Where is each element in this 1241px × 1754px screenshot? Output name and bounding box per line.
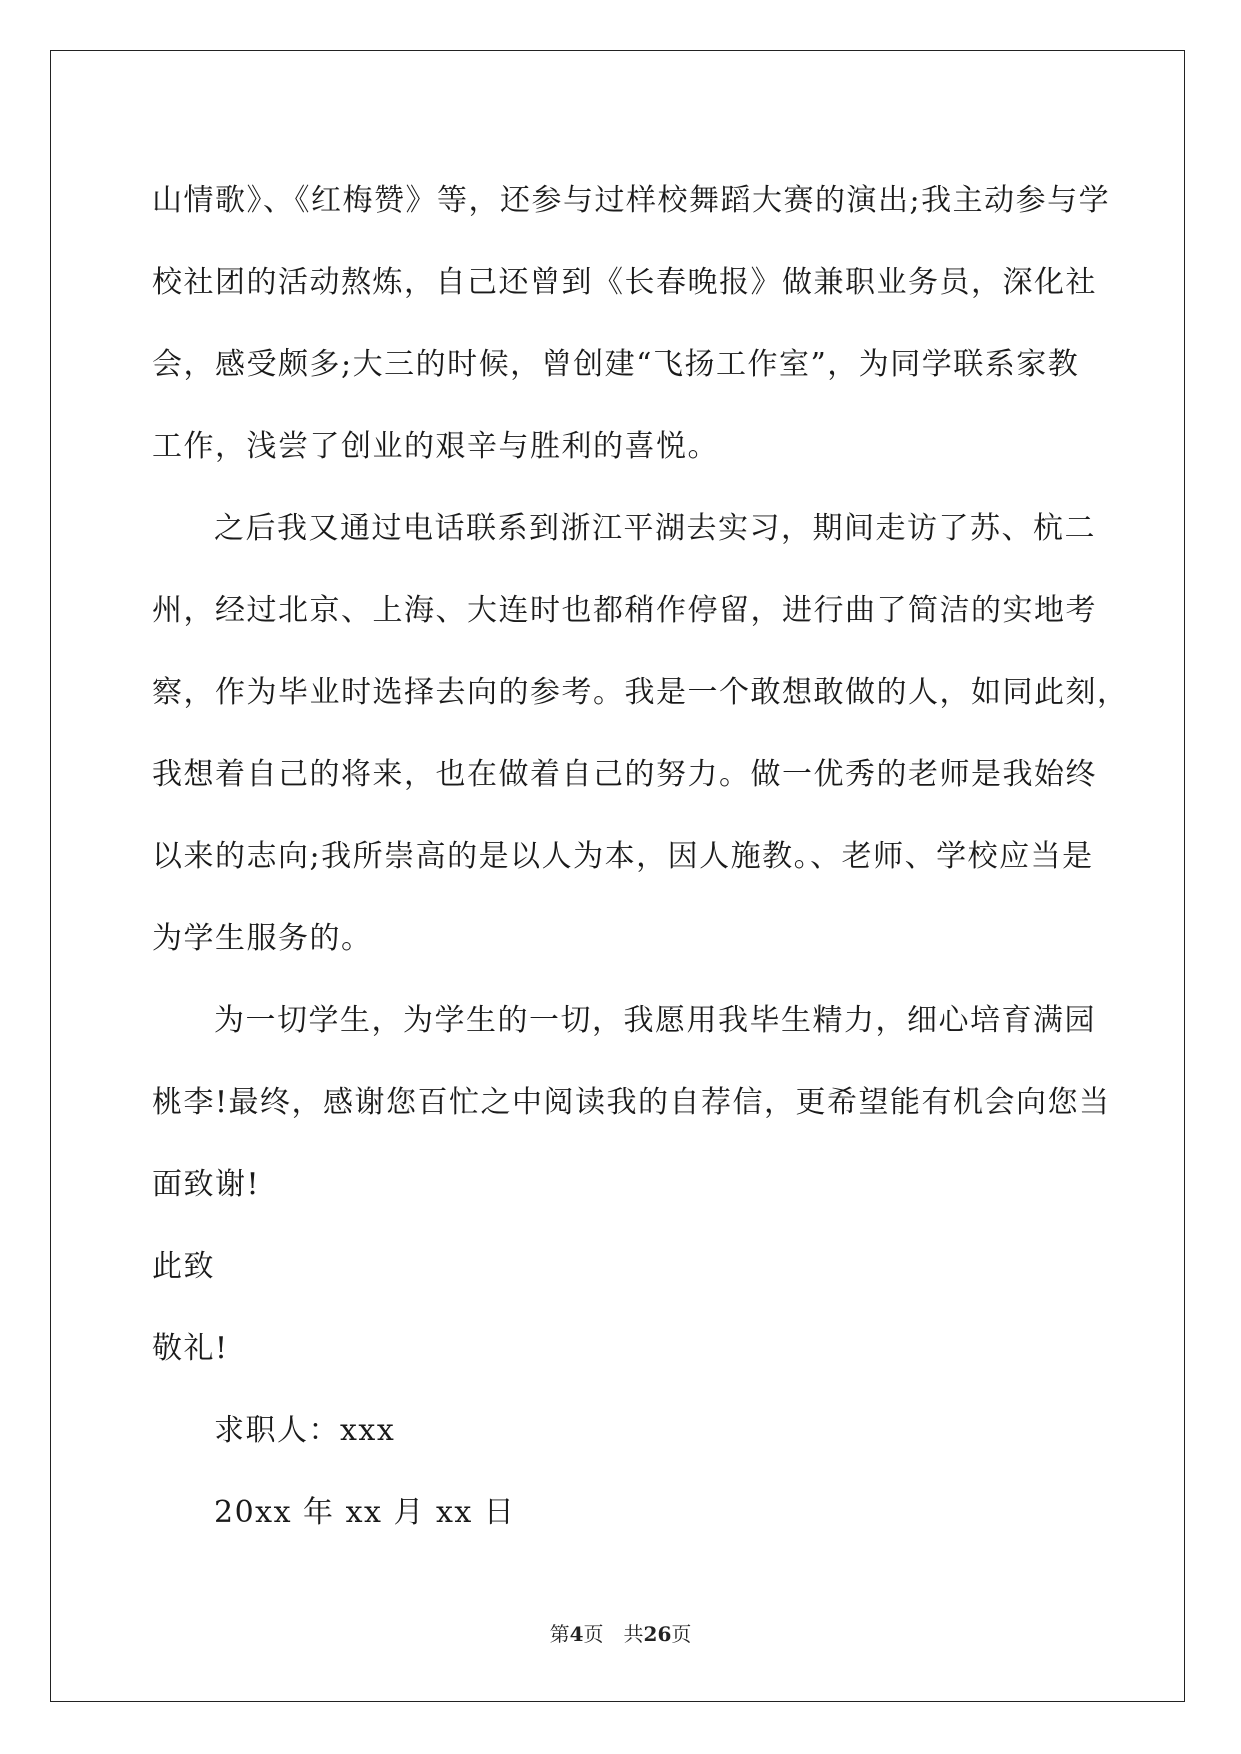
salutation-line: 敬礼! [152, 1331, 229, 1366]
paragraph-internship [152, 488, 1129, 980]
paragraph-closing [152, 980, 1111, 1226]
text-line: 州，经过北京、上海、大连时也都稍作停留，进行曲了简洁的实地考 [152, 593, 1097, 628]
text-line: 以来的志向;我所崇高的是以人为本，因人施教。、老师、学校应当是 [152, 839, 1094, 874]
footer-total-suffix: 页 [671, 1622, 692, 1646]
text-line: 我想着自己的将来，也在做着自己的努力。做一优秀的老师是我始终 [152, 757, 1097, 792]
total-pages-number: 26 [643, 1622, 672, 1646]
text-line: 工作，浅尝了创业的艰辛与胜利的喜悦。 [152, 429, 719, 464]
text-line: 察，作为毕业时选择去向的参考。我是一个敢想敢做的人，如同此刻， [152, 675, 1129, 710]
text-line: 之后我又通过电话联系到浙江平湖去实习，期间走访了苏、杭二 [214, 511, 1096, 546]
text-line: 面致谢! [152, 1167, 261, 1202]
letter-date: 20xx 年 xx 月 xx 日 [214, 1495, 516, 1530]
footer-prefix: 第 [549, 1622, 570, 1646]
text-line: 为学生服务的。 [152, 921, 373, 956]
signature-block [152, 1390, 1092, 1554]
applicant-name: 求职人：xxx [214, 1413, 396, 1448]
text-line: 为一切学生，为学生的一切，我愿用我毕生精力，细心培育满园 [214, 1003, 1096, 1038]
footer-total-prefix: 共 [623, 1622, 644, 1646]
text-line: 会，感受颇多;大三的时候，曾创建“飞扬工作室”，为同学联系家教 [152, 347, 1080, 382]
paragraph-activities [152, 160, 1111, 488]
text-line: 山情歌》、《红梅赞》等，还参与过样校舞蹈大赛的演出;我主动参与学 [152, 183, 1111, 218]
current-page-number: 4 [569, 1622, 584, 1646]
text-line: 校社团的活动熬炼，自己还曾到《长春晚报》做兼职业务员，深化社 [152, 265, 1097, 300]
salutation-line: 此致 [152, 1249, 215, 1284]
letter-body [152, 160, 1129, 1554]
page-footer [0, 1618, 1241, 1647]
footer-page-suffix: 页 [583, 1622, 604, 1646]
text-line: 桃李!最终，感谢您百忙之中阅读我的自荐信，更希望能有机会向您当 [152, 1085, 1111, 1120]
salutation [152, 1226, 1092, 1390]
